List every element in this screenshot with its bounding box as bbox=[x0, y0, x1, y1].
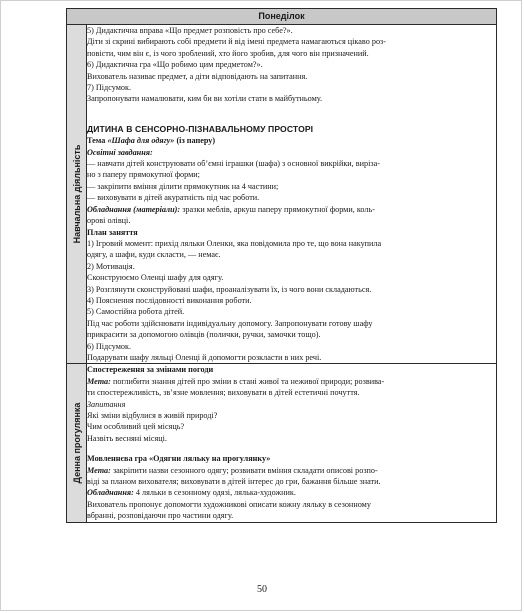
text-line: 5) Дидактична вправа «Що предмет розповість про себе?». bbox=[87, 26, 293, 35]
game-goal-line-2: віді за планом вихователя; виховувати в дітей інтерес до гри, бажання більше знати. bbox=[87, 477, 381, 487]
walk-content bbox=[87, 364, 497, 522]
learning-side-cell bbox=[67, 25, 87, 364]
learning-row bbox=[67, 25, 497, 364]
goal-line-2: ти спостережливість, зв’язне мовлення; виховувати в дітей естетичні почуття. bbox=[87, 388, 360, 398]
plan-line: 5) Самостійна робота дітей. bbox=[87, 307, 185, 317]
game-goal-text: закріпити назви сезонного одягу; розвивати вміння складати описові розпо- bbox=[110, 465, 378, 475]
plan-line: 4) Пояснення послідовності виконання роботи. bbox=[87, 295, 252, 305]
theme-title: «Шафа для одягу» bbox=[107, 136, 175, 146]
equipment-label: Обладнання (матеріали): bbox=[87, 204, 181, 214]
task-line: но з паперу прямокутної форми; bbox=[87, 170, 200, 180]
observation-title: Спостереження за змінами погоди bbox=[87, 365, 214, 375]
plan-line: Під час роботи здійснювати індивідуальну допомогу. Запропонувати готову шафу bbox=[87, 318, 373, 328]
game-goal-label: Мета: bbox=[87, 465, 111, 475]
day-header: Понеділок bbox=[67, 9, 497, 25]
text-line: 6) Дидактична гра «Що робимо цим предметом?». bbox=[87, 60, 263, 70]
game-equipment-text: 4 ляльки в сезонному одязі, лялька-художник. bbox=[133, 488, 296, 498]
goal-label: Мета: bbox=[87, 376, 111, 386]
lesson-plan-table bbox=[66, 8, 497, 523]
plan-line: 1) Ігровий момент: прихід ляльки Оленки, яка повідомила про те, що вона накупила bbox=[87, 238, 382, 248]
goal-text: поглибити знання дітей про зміни в стані живої та неживої природи; розвива- bbox=[110, 376, 385, 386]
plan-label: План заняття bbox=[87, 227, 138, 237]
equipment-text: зразки меблів, аркуш паперу прямокутної форми, коль- bbox=[180, 204, 375, 214]
text-line: 7) Підсумок. bbox=[87, 83, 132, 93]
plan-line: 6) Підсумок. bbox=[87, 341, 132, 351]
game-title: Мовленнєва гра «Одягни ляльку на прогулянку» bbox=[87, 454, 271, 464]
plan-line: Сконструюємо Оленці шафу для одягу. bbox=[87, 273, 224, 283]
text-line: Вихователь називає предмет, а діти відповідають на запитання. bbox=[87, 71, 308, 81]
closing-line: вбранні, розповідаючи про частини одягу. bbox=[87, 511, 234, 521]
page-number: 50 bbox=[257, 584, 267, 595]
plan-line: одягу, а шафи, куди скласти, — немає. bbox=[87, 250, 221, 260]
game-goal-line bbox=[87, 465, 496, 476]
equipment-line-2: орові олівці. bbox=[87, 216, 131, 226]
plan-line: прикрасити за допомогою олівців (полички, ручки, замочки тощо). bbox=[87, 330, 321, 340]
theme-prefix: Тема bbox=[87, 136, 108, 146]
sensory-heading: ДИТИНА В СЕНСОРНО-ПІЗНАВАЛЬНОМУ ПРОСТОРІ bbox=[87, 123, 314, 134]
walk-section-label: Денна прогулянка bbox=[71, 402, 82, 484]
task-line: — закріпити вміння ділити прямокутник на 4 частини; bbox=[87, 181, 279, 191]
question-line: Назвіть весняні місяці. bbox=[87, 433, 167, 443]
task-line: — виховувати в дітей акуратність під час роботи. bbox=[87, 193, 260, 203]
spacer bbox=[87, 444, 496, 453]
walk-row bbox=[67, 364, 497, 522]
text-line: повісти, чим він є, із чого зроблений, хто його зробив, для чого він призначений. bbox=[87, 48, 369, 58]
equipment-line bbox=[87, 204, 496, 215]
header-row bbox=[67, 9, 497, 25]
plan-line: 2) Мотивація. bbox=[87, 261, 135, 271]
question-line: Які зміни відбулися в живій природі? bbox=[87, 411, 218, 420]
plan-line: 3) Розглянути сконструйовані шафи, проаналізувати їх, із чого вони складаються. bbox=[87, 284, 372, 294]
learning-content bbox=[87, 25, 497, 364]
questions-label: Запитання bbox=[87, 399, 126, 409]
task-line: — навчати дітей конструювати об’ємні іграшки (шафа) з основної викрійки, виріза- bbox=[87, 159, 380, 169]
text-line: Діти зі скрині вибирають собі предмети й від імені предмета намагаються цікаво роз- bbox=[87, 37, 386, 47]
game-equipment-label: Обладнання: bbox=[87, 488, 134, 498]
tasks-label: Освітні завдання: bbox=[87, 147, 153, 157]
theme-suffix: (із паперу) bbox=[174, 136, 216, 146]
goal-line bbox=[87, 376, 496, 387]
walk-side-cell bbox=[67, 364, 87, 522]
text-line: Запропонувати намалювати, ким би ви хотіли стати в майбутньому. bbox=[87, 94, 323, 104]
question-line: Чим особливий цей місяць? bbox=[87, 422, 185, 432]
theme-line bbox=[87, 135, 496, 146]
spacer bbox=[87, 105, 496, 124]
game-equipment-line bbox=[87, 487, 496, 498]
plan-line: Подарувати шафу ляльці Оленці й допомогти розкласти в них речі. bbox=[87, 352, 322, 362]
closing-line: Вихователь пропонує допомогти художникові описати кожну ляльку в сезонному bbox=[87, 499, 371, 509]
learning-section-label: Навчальна діяльність bbox=[71, 144, 82, 244]
